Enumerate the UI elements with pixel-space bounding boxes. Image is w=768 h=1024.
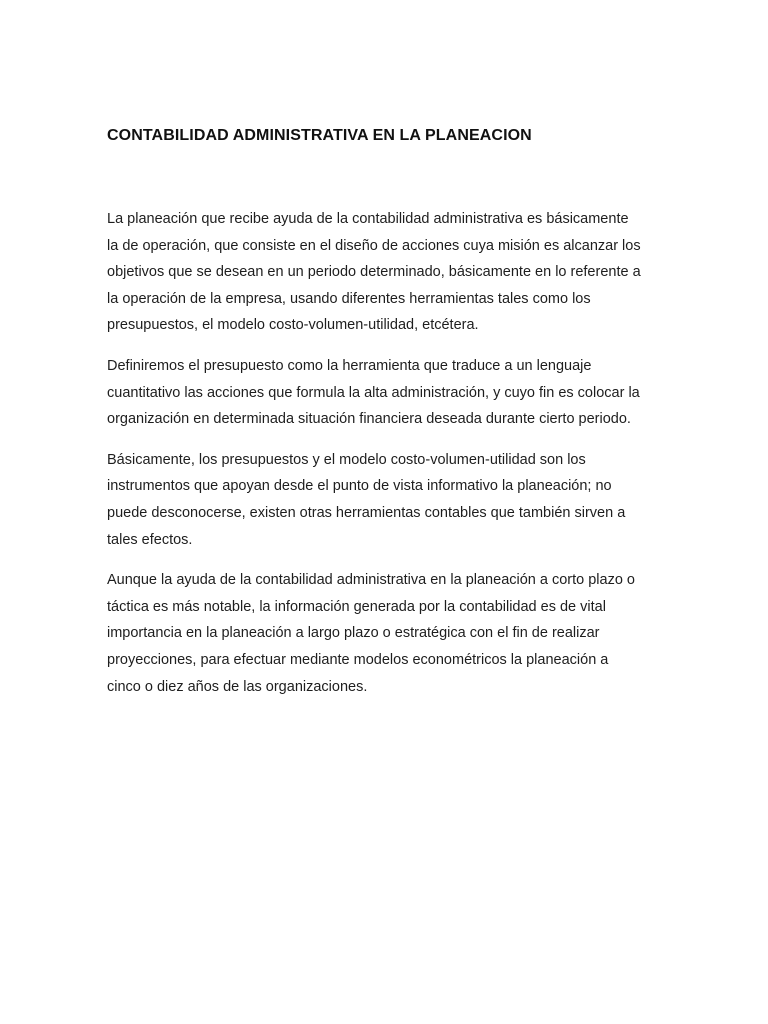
paragraph-line: Básicamente, los presupuestos y el modelo costo-volumen-utilidad son los [107, 451, 586, 468]
paragraph-line: La planeación que recibe ayuda de la contabilidad administrativa es básicamente [107, 211, 629, 227]
paragraph-4 [107, 567, 667, 700]
paragraph-line: puede desconocerse, existen otras herramientas contables que también sirven a [107, 504, 626, 521]
paragraph-line: importancia en la planeación a largo plazo o estratégica con el fin de realizar [107, 625, 600, 642]
paragraph-2 [107, 353, 667, 433]
paragraph-line: organización en determinada situación financiera deseada durante cierto periodo. [107, 411, 631, 428]
paragraph-line: táctica es más notable, la información generada por la contabilidad es de vital [107, 598, 606, 615]
paragraph-line: tales efectos. [107, 531, 193, 548]
paragraph-line: Definiremos el presupuesto como la herramienta que traduce a un lenguaje [107, 357, 592, 374]
paragraph-1 [107, 206, 667, 339]
paragraph-line: la operación de la empresa, usando diferentes herramientas tales como los [107, 290, 591, 307]
document-title: CONTABILIDAD ADMINISTRATIVA EN LA PLANEACION [107, 127, 532, 144]
paragraph-line: cuantitativo las acciones que formula la alta administración, y cuyo fin es colocar la [107, 384, 640, 401]
document-body [107, 206, 667, 700]
paragraph-3 [107, 447, 667, 553]
paragraph-line: cinco o diez años de las organizaciones. [107, 678, 368, 695]
paragraph-line: la de operación, que consiste en el diseño de acciones cuya misión es alcanzar los [107, 237, 641, 254]
paragraph-line: Aunque la ayuda de la contabilidad administrativa en la planeación a corto plazo o [107, 572, 635, 589]
paragraph-line: presupuestos, el modelo costo-volumen-utilidad, etcétera. [107, 317, 479, 334]
paragraph-line: proyecciones, para efectuar mediante modelos econométricos la planeación a [107, 651, 609, 668]
document-content [107, 124, 667, 714]
paragraph-line: instrumentos que apoyan desde el punto de vista informativo la planeación; no [107, 478, 612, 495]
paragraph-line: objetivos que se desean en un periodo determinado, básicamente en lo referente a [107, 264, 641, 281]
